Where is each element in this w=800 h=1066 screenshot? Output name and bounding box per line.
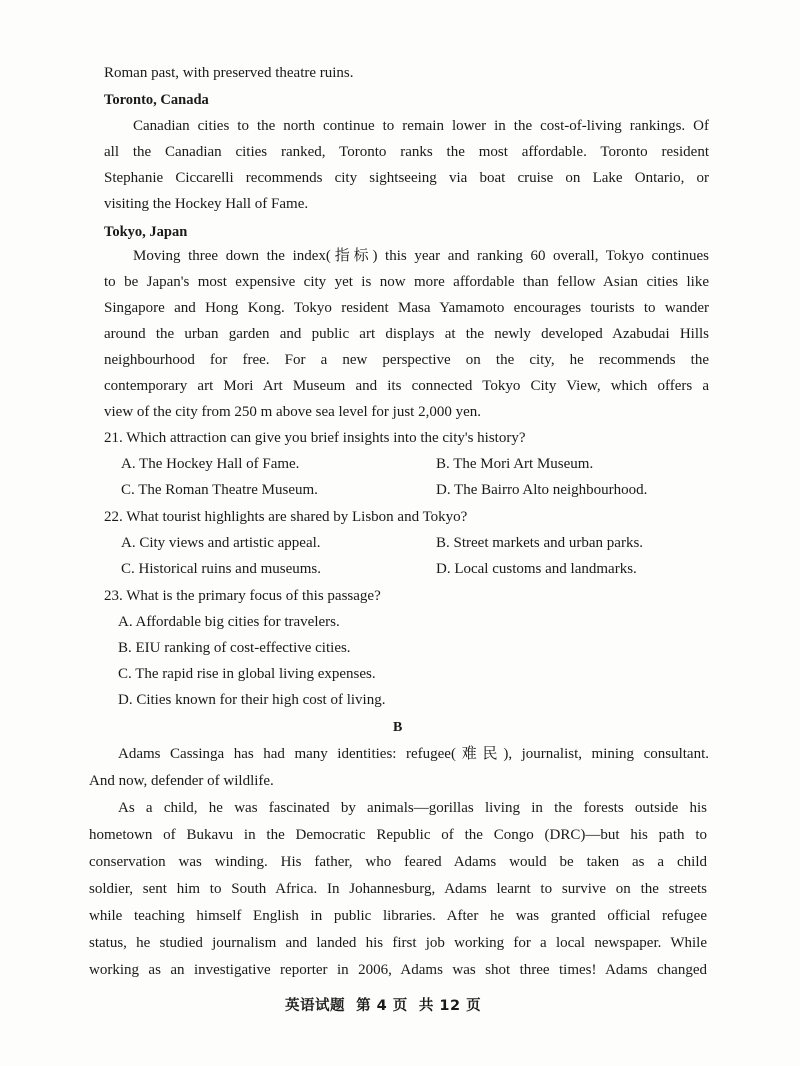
tokyo-heading: Tokyo, Japan [104, 224, 188, 240]
tokyo-paragraph-line: view of the city from 250 m above sea level for just 2,000 yen. [104, 404, 481, 420]
question-21-option-c: C. The Roman Theatre Museum. [121, 482, 318, 498]
tokyo-paragraph-line: around the urban garden and public art displays at the newly developed Azabudai Hills [104, 326, 709, 342]
question-23-option-d: D. Cities known for their high cost of living. [118, 692, 386, 708]
tokyo-paragraph-line: contemporary art Mori Art Museum and its connected Tokyo City View, which offers a [104, 378, 709, 394]
question-23-option-a: A. Affordable big cities for travelers. [118, 614, 340, 630]
toronto-heading: Toronto, Canada [104, 92, 209, 108]
tokyo-paragraph-line: to be Japan's most expensive city yet is now more affordable than fellow Asian cities like [104, 274, 709, 290]
question-22-option-b: B. Street markets and urban parks. [436, 535, 644, 551]
question-21-option-a: A. The Hockey Hall of Fame. [121, 456, 300, 472]
question-21-option-b: B. The Mori Art Museum. [436, 456, 594, 472]
question-22-option-c: C. Historical ruins and museums. [121, 561, 321, 577]
passage-b-paragraph-line: soldier, sent him to South Africa. In Johannesburg, Adams learnt to survive on the streets [89, 881, 707, 897]
question-21-stem: 21. Which attraction can give you brief insights into the city's history? [104, 430, 526, 446]
passage-b-paragraph-line: As a child, he was fascinated by animals—gorillas living in the forests outside his [118, 800, 707, 816]
question-21-option-d: D. The Bairro Alto neighbourhood. [436, 482, 648, 498]
passage-a-intro-tail: Roman past, with preserved theatre ruins. [104, 65, 354, 81]
tokyo-paragraph-line: Singapore and Hong Kong. Tokyo resident Masa Yamamoto encourages tourists to wander [104, 300, 709, 316]
page-footer: 英语试题 第 4 页 共 12 页 [285, 998, 482, 1014]
question-22-option-a: A. City views and artistic appeal. [121, 535, 321, 551]
tokyo-paragraph-line: neighbourhood for free. For a new perspective on the city, he recommends the [104, 352, 709, 368]
question-23-option-b: B. EIU ranking of cost-effective cities. [118, 640, 351, 656]
question-23-option-c: C. The rapid rise in global living expenses. [118, 666, 376, 682]
question-22-stem: 22. What tourist highlights are shared by Lisbon and Tokyo? [104, 509, 468, 525]
passage-b-paragraph-line: hometown of Bukavu in the Democratic Republic of the Congo (DRC)—but his path to [89, 827, 707, 843]
passage-b-letter: B [393, 720, 403, 735]
question-22-option-d: D. Local customs and landmarks. [436, 561, 637, 577]
toronto-paragraph-line: visiting the Hockey Hall of Fame. [104, 196, 309, 212]
toronto-paragraph-line: all the Canadian cities ranked, Toronto ranks the most affordable. Toronto resident [104, 144, 709, 160]
tokyo-paragraph-line: Moving three down the index(指标) this year and ranking 60 overall, Tokyo continues [133, 248, 709, 264]
passage-b-paragraph-line: working as an investigative reporter in 2006, Adams was shot three times! Adams changed [89, 962, 707, 978]
toronto-paragraph-line: Stephanie Ciccarelli recommends city sightseeing via boat cruise on Lake Ontario, or [104, 170, 709, 186]
passage-b-paragraph-line: status, he studied journalism and landed his first job working for a local newspaper. While [89, 935, 707, 951]
passage-b-paragraph-line: And now, defender of wildlife. [89, 773, 274, 789]
passage-b-paragraph-line: Adams Cassinga has had many identities: refugee(难民), journalist, mining consultant. [118, 746, 709, 762]
passage-b-paragraph-line: while teaching himself English in public libraries. After he was granted official refugee [89, 908, 707, 924]
passage-b-paragraph-line: conservation was winding. His father, who feared Adams would be taken as a child [89, 854, 707, 870]
toronto-paragraph-line: Canadian cities to the north continue to remain lower in the cost-of-living rankings. Of [133, 118, 709, 134]
question-23-stem: 23. What is the primary focus of this passage? [104, 588, 381, 604]
